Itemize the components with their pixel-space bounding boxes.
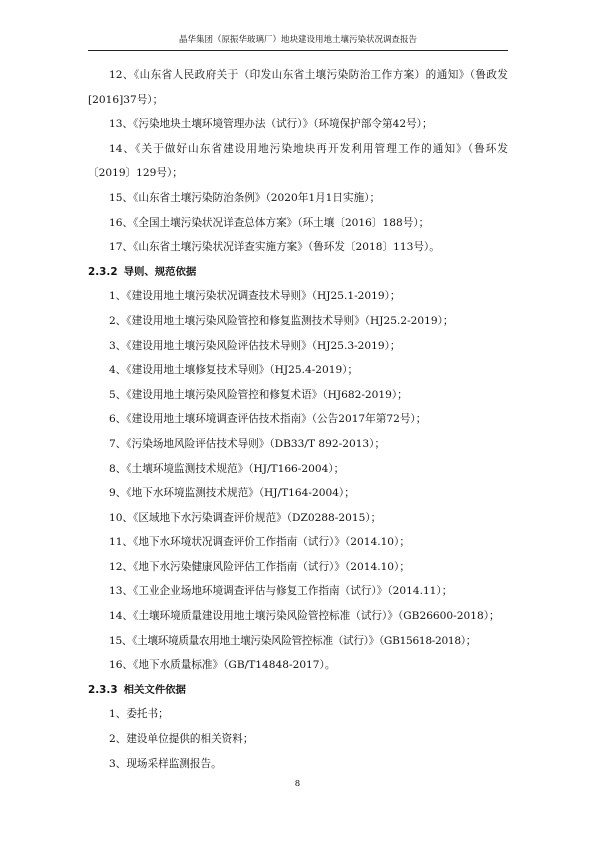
regulation-item: 13、《污染地块土壤环境管理办法（试行）》（环境保护部令第42号）； (109, 118, 433, 131)
standard-item: 3、《建设用地土壤污染风险评估技术导则》（HJ25.3-2019）； (109, 339, 401, 352)
document-body (88, 63, 508, 776)
standard-item: 7、《污染场地风险评估技术导则》（DB33/T 892-2013）； (109, 437, 386, 450)
regulation-item: 14、《关于做好山东省建设用地污染地块再开发利用管理工作的通知》（鲁环发〔2019〕129号）； (88, 142, 508, 180)
standard-item: 4、《建设用地土壤修复技术导则》（HJ25.4-2019）； (109, 364, 359, 377)
regulation-item: 12、《山东省人民政府关于（印发山东省土壤污染防治工作方案）的通知》（鲁政发[2016]37号）； (88, 69, 509, 106)
section-heading-2-3-2: 2.3.2 导则、规范依据 (88, 265, 197, 278)
regulation-item: 17、《山东省土壤污染状况详查实施方案》（鲁环发〔2018〕113号）。 (109, 241, 440, 254)
document-item: 2、建设单位提供的相关资料； (109, 733, 254, 746)
standard-item: 1、《建设用地土壤污染状况调查技术导则》（HJ25.1-2019）； (109, 290, 401, 303)
page-header: 晶华集团（原振华玻璃厂）地块建设用地土壤污染状况调查报告 (178, 35, 417, 45)
standard-item: 2、《建设用地土壤污染风险管控和修复监测技术导则》（HJ25.2-2019）； (109, 314, 454, 327)
standard-item: 8、《土壤环境监测技术规范》（HJ/T166-2004）； (109, 462, 345, 475)
regulation-item: 15、《山东省土壤污染防治条例》（2020年1月1日实施）； (109, 191, 381, 204)
document-item: 1、委托书； (109, 708, 169, 721)
standard-item: 14、《土壤环境质量建设用地土壤污染风险管控标准（试行）》（GB26600-2018）； (109, 610, 500, 623)
standard-item: 10、《区域地下水污染调查评价规范》（DZ0288-2015）； (109, 511, 382, 524)
standard-item: 15、《土壤环境质量农用地土壤污染风险管控标准（试行）》（GB15618-2018）； (109, 634, 477, 647)
standard-item: 11、《地下水环境状况调查评价工作指南（试行）》（2014.10）； (109, 536, 410, 549)
standard-item: 12、《地下水污染健康风险评估工作指南（试行）》（2014.10）； (109, 560, 410, 573)
page-number: 8 (294, 779, 301, 789)
section-heading-2-3-3: 2.3.3 相关文件依据 (88, 683, 186, 696)
standard-item: 13、《工业企业场地环境调查评估与修复工作指南（试行）》（2014.11）； (109, 585, 453, 598)
header-rule (88, 50, 508, 51)
standard-item: 6、《建设用地土壤环境调查评估技术指南》（公告2017年第72号）； (109, 413, 427, 426)
standard-item: 5、《建设用地土壤污染风险管控和修复术语》（HJ682-2019）； (109, 388, 408, 401)
regulation-item: 16、《全国土壤污染状况详查总体方案》（环土壤〔2016〕188号）； (109, 216, 430, 229)
document-item: 3、现场采样监测报告。 (109, 757, 222, 770)
standard-item: 16、《地下水质量标准》（GB/T14848-2017）。 (109, 659, 336, 672)
standard-item: 9、《地下水环境监测技术规范》（HJ/T164-2004）； (109, 487, 355, 500)
